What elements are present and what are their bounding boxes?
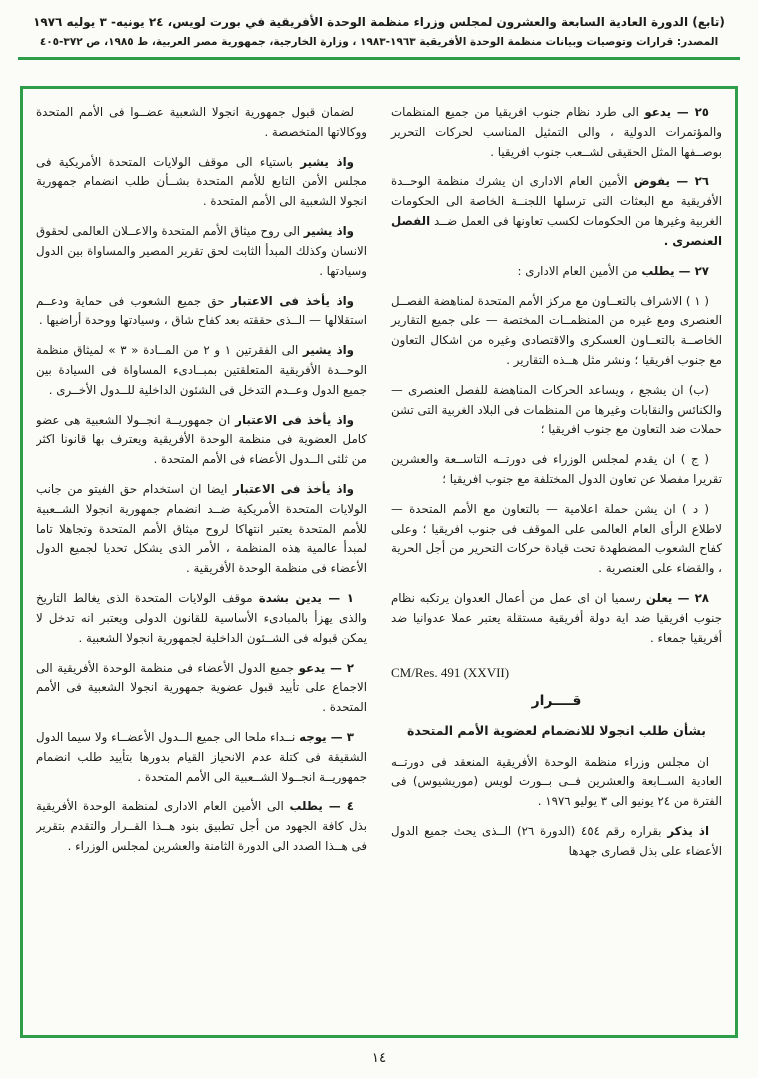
paragraph: (ب) ان يشجع ، ويساعد الحركات المناهضة للفصل العنصرى — والكنائس والنقابات وغيرها من المنظمات فى البلاد الغربية التى تشن حملات ضد التعاون مع جنوب افريقيا ؛: [391, 382, 722, 437]
column-left: [36, 103, 367, 1025]
resolution-reference: CM/Res. 491 (XXVII): [391, 664, 510, 680]
paragraph-lead: واذ يأخذ فى الاعتبار: [233, 482, 354, 496]
paragraph-lead: ٢٥ — يدعو: [644, 105, 709, 119]
paragraph: ٤ — يطلب الى الأمين العام الادارى لمنظمة الوحدة الأفريقية بذل كافة الجهود من أجل تطبيق بنود هــذا القــرار والتقدم بتقرير فى هــذا الصدد الى الدورة الثامنة والعشرين لمجلس الوزراء .: [36, 799, 367, 853]
paragraph: ٢٥ — يدعو الى طرد نظام جنوب افريقيا من جميع المنظمات والمؤتمرات الدولية ، والى التمثيل المناسب لحركات التحرير بوصــفها المثل الحقيقى لشــعب جنوب افريقيا .: [391, 105, 722, 159]
paragraph-lead: واذ يشير: [300, 154, 354, 169]
paragraph-lead: ( ج ): [680, 452, 709, 467]
paragraph: ٢ — يدعو جميع الدول الأعضاء فى منظمة الوحدة الأفريقية الى الاجماع على تأييد قبول عضوية جمهورية انجولا الشعبية فى الأمم المتحدة .: [36, 660, 367, 715]
content-border-box: [20, 86, 738, 1038]
two-column-layout: [36, 103, 722, 1025]
paragraph: واذ يشير الى الفقرتين ١ و ٢ من المــادة « ٣ » لميثاق منظمة الوحــدة الأفريقية المتعلقتين بمبــادىء المساواة فى السيادة بين جميع الدول وعــدم التدخل فى الشئون الداخلية للــدول الأخــرى .: [36, 343, 367, 397]
paragraph-lead: ٢٨ — يعلن: [645, 591, 709, 606]
paragraph: ٢٦ — يفوض الأمين العام الادارى ان يشرك منظمة الوحــدة الأفريقية مع البعثات التى ترسلها اللجنــة الخاصة الى الحكومات الغربية وغيرها من الحكومات لكسب تعاونها فى العمل ضــد الفصل العنصرى .: [391, 174, 722, 248]
column-right: [391, 103, 722, 1025]
paragraph: ٢٨ — يعلن رسميا ان اى عمل من أعمال العدوان يرتكبه نظام جنوب افريقيا ضد اية دولة أفريقية مستقلة يعتبر عملا عدوانيا ضد أفريقيا جمعاء .: [391, 591, 722, 645]
header-session-title: (تابع) الدورة العادية السابعة والعشرون لمجلس وزراء منظمة الوحدة الأفريقية في بورت لويس، ٢٤ يونيه- ٣ يوليه ١٩٧٦: [33, 15, 725, 29]
paragraph-emphasis: الفصل العنصرى .: [391, 214, 722, 248]
paragraph-lead: (ب): [688, 382, 709, 397]
paragraph: واذ يأخذ فى الاعتبار ان جمهوريــة انجــولا الشعبية هى عضو كامل العضوية فى منظمة الوحدة الأفريقية ويعترف بها قانونا اكثر من ثلثى الــدول الأعضاء فى الأمم المتحدة .: [36, 412, 367, 467]
paragraph-lead: ( د ): [681, 501, 709, 516]
paragraph-lead: ٢ — يدعو: [298, 660, 354, 675]
paragraph: ٣ — يوجه نــداء ملحا الى جميع الــدول الأعضــاء ولا سيما الدول الشقيقة فى كتلة عدم الانحياز القيام بدورها بتأييد طلب انضمام جمهوريــة انجــولا الشــعبية الى الأمم المتحدة .: [36, 729, 367, 784]
paragraph-lead: ( ١ ): [685, 293, 709, 308]
paragraph-lead: ١ — يدين بشدة: [258, 591, 354, 606]
paragraph: ( ج ) ان يقدم لمجلس الوزراء فى دورتــه التاســعة والعشرين تقريرا مفصلا عن تعاون الدول المختلفة مع جنوب افريقيا ؛: [391, 452, 722, 486]
paragraph: ( ١ ) الاشراف بالتعــاون مع مركز الأمم المتحدة لمناهضة الفصــل العنصرى ومع غيره من المنظمــات المختصة — على جميع التقارير الخاصــة بالتعــاون العسكرى والاقتصادى وغيره من اشكال التعاون مع جنوب افريقيا ؛ ونشر مثل هــذه التقارير .: [391, 293, 722, 367]
decision-subject: بشأن طلب انجولا للانضمام لعضوية الأمم المتحدة: [407, 722, 706, 738]
paragraph-lead: اذ يذكر: [667, 823, 709, 838]
paragraph: واذ يشير الى روح ميثاق الأمم المتحدة والاعــلان العالمى لحقوق الانسان وكذلك المبدأ الثابت لحق تقرير المصير والمساواة بين الدول وسيادتها .: [36, 224, 367, 278]
paragraph-lead: ٢٧ — يطلب: [641, 263, 709, 278]
paragraph: ١ — يدين بشدة موقف الولايات المتحدة الذى يغالط التاريخ والذى يهزأ بالمبادىء الأساسية للقانون الدولى ويعتبر انه تدخل لا يمكن قبوله فى الشــئون الداخلية لجمهورية انجولا الشعبية .: [36, 591, 367, 645]
paragraph: واذ يشير باستياء الى موقف الولايات المتحدة الأمريكية فى مجلس الأمن التابع للأمم المتحدة بشــأن طلب انضمام جمهورية انجولا الشعبية الى الأمم المتحدة .: [36, 154, 367, 209]
paragraph-lead: واذ يشير: [302, 343, 354, 358]
paragraph-lead: واذ يشير: [303, 224, 354, 239]
paragraph-lead: ٣ — يوجه: [299, 729, 354, 744]
paragraph-lead: ٢٦ — يفوض: [633, 174, 709, 189]
header-source-line: المصدر: قرارات وتوصيات وبيانات منظمة الوحدة الأفريقية ١٩٦٣-١٩٨٣ ، وزارة الخارجية، جمهورية مصر العربية، ط ١٩٨٥، ص ٣٧٢-٤٠٥: [39, 36, 719, 48]
paragraph-lead: واذ يأخذ فى الاعتبار: [230, 293, 354, 308]
paragraph: اذ يذكر بقراره رقم ٤٥٤ (الدورة ٢٦) الــذى يحث جميع الدول الأعضاء على بذل قصارى جهدها: [391, 823, 722, 858]
page-number: ١٤: [371, 1050, 387, 1066]
paragraph: لضمان قبول جمهورية انجولا الشعبية عضــوا فى الأمم المتحدة ووكالاتها المتخصصة .: [36, 105, 367, 139]
paragraph-lead: واذ يأخذ فى الاعتبار: [235, 412, 354, 427]
paragraph-lead: ٤ — يطلب: [289, 799, 354, 814]
header-divider: [18, 57, 740, 60]
document-header: [0, 0, 758, 48]
paragraph: واذ يأخذ فى الاعتبار ايضا ان استخدام حق الفيتو من جانب الولايات المتحدة الأمريكية ضــد انضمام جمهورية انجولا الشــعبية للأمم المتحدة يعتبر انتهاكا لروح ميثاق الأمم المتحدة وتجاهلا تاما لمبدأ عالمية هذه المنظمة ، الأمر الذى يشكل تحديا لجميع الدول الأعضاء فى منظمة الوحدة الأفريقية .: [36, 482, 367, 576]
paragraph: ( د ) ان يشن حملة اعلامية — بالتعاون مع الأمم المتحدة — لاطلاع الرأى العام العالمى على الموقف فى جنوب افريقيا ؛ وعلى كفاح الشعوب المضطهدة تحت قيادة حركات التحرير من أجل الحرية ، والقضاء على العنصرية .: [391, 501, 722, 576]
decision-title: قــــرار: [531, 692, 582, 709]
paragraph: واذ يأخذ فى الاعتبار حق جميع الشعوب فى حماية ودعــم استقلالها — الــذى حققته بعد كفاح شاق ، وسيادتها ووحدة أراضيها .: [36, 293, 367, 328]
paragraph: ٢٧ — يطلب من الأمين العام الادارى :: [517, 263, 709, 278]
paragraph: ان مجلس وزراء منظمة الوحدة الأفريقية المنعقد فى دورتــه العادية الســابعة والعشرين فــى بــورت لويس (موريشيوس) فى الفترة من ٢٤ يونيو الى ٣ يوليو ١٩٧٦ .: [391, 754, 722, 809]
